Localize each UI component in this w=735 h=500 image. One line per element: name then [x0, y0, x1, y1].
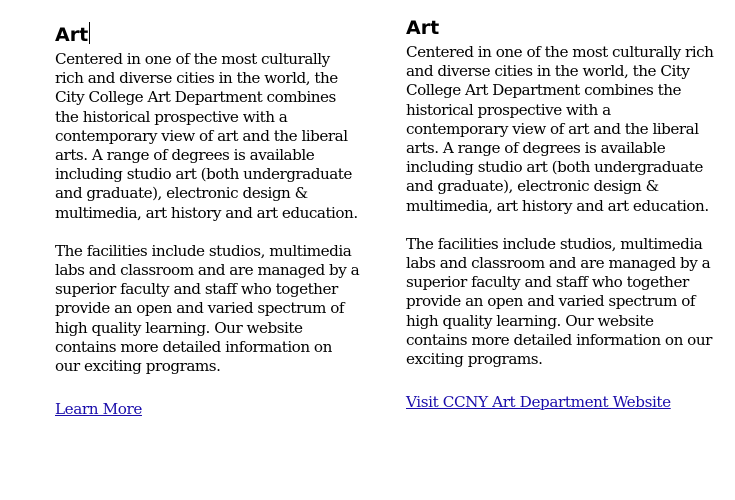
left-heading-text: Art — [55, 24, 89, 46]
right-paragraph-2: The facilities include studios, multimedia labs and classroom and are managed by a superior faculty and staff who together provide an open and varied spectrum of high quality learning. Our website contains more detailed information on our exciting programs. — [406, 234, 712, 369]
left-paragraph-2: The facilities include studios, multimedia labs and classroom and are managed by a superior faculty and staff who together provide an open and varied spectrum of high quality learning. Our website contains more detailed information on our exciting programs. — [55, 241, 360, 376]
left-heading[interactable] — [55, 22, 360, 46]
left-column — [55, 0, 360, 419]
left-paragraph-1: Centered in one of the most culturally rich and diverse cities in the world, the City College Art Department combines the historical prospective with a contemporary view of art and the liberal arts. A range of degrees is available including studio art (both undergraduate and graduate), electronic design & multimedia, art history and art education. — [55, 50, 358, 222]
learn-more-link[interactable]: Learn More — [55, 400, 142, 419]
text-cursor — [89, 22, 90, 44]
right-paragraph-1: Centered in one of the most culturally rich and diverse cities in the world, the City College Art Department combines the historical prospective with a contemporary view of art and the liberal arts. A range of degrees is available including studio art (both undergraduate and graduate), electronic design & multimedia, art history and art education. — [406, 43, 714, 215]
right-column — [406, 0, 716, 412]
visit-ccny-art-link[interactable]: Visit CCNY Art Department Website — [406, 393, 671, 412]
right-heading: Art — [406, 17, 440, 39]
